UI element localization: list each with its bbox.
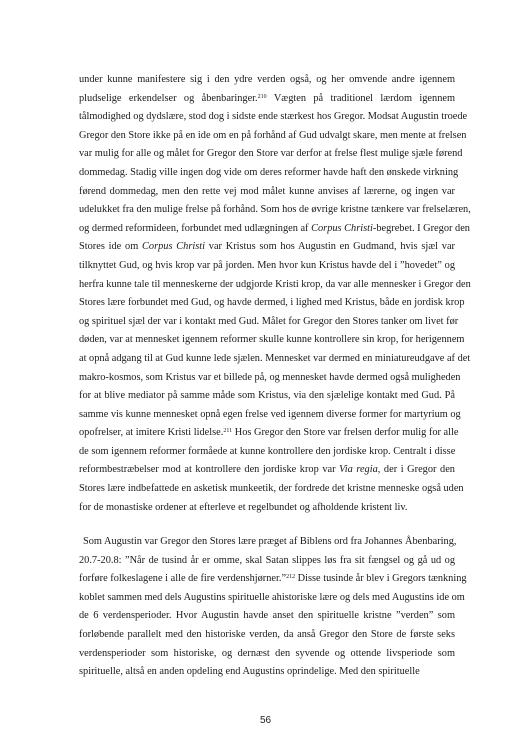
text-run: opofrelser, at imitere Kristi lidelse.	[79, 427, 224, 439]
text-run: verdensperioder som historiske, og dernæst den syvende og ottende livsperiode som	[79, 647, 455, 659]
text-line	[79, 127, 467, 146]
text-line	[79, 313, 459, 332]
text-run: de 6 verdensperioder. Hvor Augustin havde anset den spirituelle kristne ”verden” som	[79, 610, 455, 622]
text-run: koblet sammen med dels Augustins spirituelle ahistoriske lære og dels med Augustins ide om	[79, 591, 465, 603]
text-line	[79, 276, 471, 295]
text-run: Stores ide om	[79, 241, 143, 253]
text-run: tålmodighed og dydslære, stod dog i sidste ende stærkest hos Gregor. Modsat Augustin troede	[79, 111, 468, 123]
text-run: -begrebet. I Gregor den	[372, 222, 470, 234]
text-run: at opnå adgang til at Gud kunne lede sjælen. Mennesket var dermed en miniatureudgave af det	[79, 352, 471, 364]
text-line	[79, 443, 455, 462]
text-line	[79, 626, 455, 645]
text-line	[79, 201, 471, 220]
text-run: Stores lære indbefattede en asketisk munkeetik, der fordrede det kristne menneske også uden	[79, 483, 464, 495]
text-line	[79, 589, 465, 608]
text-run: førend dommedag, men den rette vej mod målet kunne anvises af lærerne, og ingen var	[79, 185, 455, 197]
text-run: under kunne manifestere sig i den ydre verden også, og her omvende andre igennem	[79, 74, 455, 85]
text-line	[79, 499, 455, 518]
text-run: og spirituel sjæl der var i kontakt med Gud. Målet for Gregor den Stores tanker om livet før	[79, 315, 459, 327]
text-run: Stores lære forbundet med Gud, og havde dermed, i lighed med Kristus, både en jordisk krop	[79, 297, 465, 309]
text-line	[79, 533, 455, 552]
text-line	[79, 663, 455, 682]
text-run: Hos Gregor den Store var frelsen derfor mulig for alle	[232, 427, 459, 439]
text-run: samme vis kunne mennesket opnå egen frelse ved igennem diverse former for martyrium og	[79, 408, 461, 420]
text-line	[79, 257, 455, 276]
text-line	[79, 108, 468, 127]
footnote-marker: 212	[286, 574, 296, 581]
text-line	[79, 461, 455, 480]
text-line	[79, 406, 461, 425]
text-line	[79, 552, 455, 571]
text-run: for de monastiske ordener at efterleve et regelbundet og afholdende kristent liv.	[79, 501, 408, 513]
page-number: 56	[259, 715, 272, 726]
text-line	[79, 645, 455, 664]
text-run: var Kristus som hos Augustin en Gudmand, hvis sjæl var	[205, 241, 455, 253]
text-line	[79, 480, 464, 499]
text-line	[79, 350, 471, 369]
text-run: reformbestræbelser mod at kontrollere den jordiske krop var	[79, 464, 340, 476]
text-line	[79, 238, 455, 257]
text-run: , der i Gregor den	[377, 464, 455, 476]
text-run: forføre folkeslagene i alle de fire verdenshjørner.”	[79, 573, 287, 585]
text-run: tilknyttet Gud, og hvis krop var på jorden. Men hvor kun Kristus havde del i ”hovedet” og	[79, 259, 455, 271]
text-line	[79, 331, 465, 350]
body-paragraph-2	[79, 533, 467, 682]
text-line	[79, 71, 455, 90]
text-run: pludselige erkendelser og åbenbaringer.	[79, 92, 258, 104]
text-run: Som Augustin var Gregor den Stores lære præget af Biblens ord fra Johannes Åbenbaring,	[83, 536, 457, 547]
text-run: udelukket fra den mulige frelse på forhånd. Som hos de øvrige kristne tænkere var frelselæren,	[79, 204, 471, 216]
text-run: døden, var at mennesket igennem reformer skulle kunne kontrollere sin krop, for herigennem	[79, 334, 465, 346]
text-line	[79, 90, 455, 109]
footnote-marker: 211	[223, 428, 233, 435]
body-paragraph-1	[79, 71, 471, 517]
text-run: dommedag. Stadig ville ingen dog vide om deres reformer havde haft den ønskede virkning	[79, 166, 459, 178]
text-line	[79, 145, 463, 164]
text-run: de som igennem reformer formåede at kunne kontrollere den jordiske krop. Centralt i disse	[79, 445, 456, 457]
text-line	[79, 183, 455, 202]
text-line	[79, 607, 455, 626]
text-line	[79, 424, 459, 443]
text-run: makro-kosmos, som Kristus var et billede på, og mennesket havde dermed også muligheden	[79, 371, 461, 383]
text-run: Vægten på traditionel lærdom igennem	[266, 92, 456, 104]
italic-term: Corpus Christi	[311, 222, 373, 234]
text-line	[79, 294, 465, 313]
text-run: Disse tusinde år blev i Gregors tænkning	[295, 573, 467, 585]
text-line	[79, 570, 467, 589]
text-run: 20.7-20.8: ”Når de tusind år er omme, skal Satan slippes løs fra sit fængsel og gå ud og	[79, 554, 455, 566]
text-run: og dermed reformideen, forbundet med udlægningen af	[79, 222, 312, 234]
text-run: forløbende parallelt med den historiske verden, da anså Gregor den Store de første seks	[79, 628, 455, 640]
text-run: spirituelle, altså en anden opdeling end Augustins oprindelige. Med den spirituelle	[79, 666, 420, 678]
text-run: Gregor den Store ikke på en ide om en på forhånd af Gud udvalgt skare, men mente at frelsen	[79, 129, 467, 141]
text-run: herfra kunne tale til menneskerne der udgjorde Kristi krop, da var alle mennesker i Gregor den	[79, 278, 471, 290]
footnote-marker: 210	[257, 93, 267, 100]
text-line	[79, 220, 470, 239]
text-line	[79, 387, 455, 406]
text-line	[79, 164, 459, 183]
italic-term: Via regia	[339, 464, 378, 476]
text-line	[79, 369, 461, 388]
italic-term: Corpus Christi	[142, 241, 205, 253]
text-run: for at blive mediator på samme måde som Kristus, via den sjælelige kontakt med Gud. På	[79, 390, 455, 402]
text-run: var mulig for alle og målet for Gregor den Store var derfor at frelse flest mulige sjæle førend	[79, 148, 463, 160]
